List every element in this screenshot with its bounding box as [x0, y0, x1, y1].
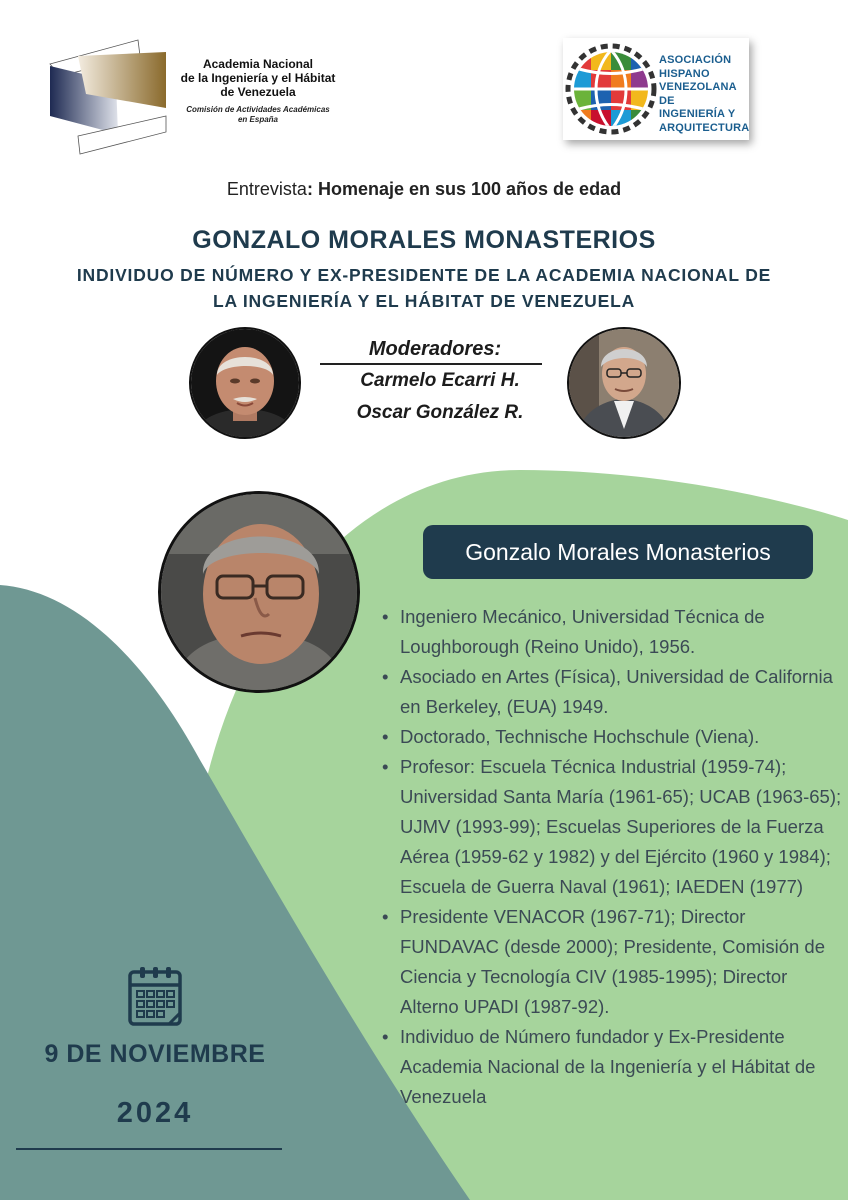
- event-year: 2024: [116, 1097, 194, 1129]
- moderator-portrait-gonzalez: [569, 329, 679, 437]
- honoree-role-line-2: LA INGENIERÍA Y EL HÁBITAT DE VENEZUELA: [212, 291, 636, 311]
- moderator-portrait-ecarri: [191, 329, 299, 437]
- moderator-photo-gonzalez: [567, 327, 681, 439]
- bio-item: • Asociado en Artes (Física), Universidad de California en Berkeley, (EUA) 1949.: [400, 662, 845, 722]
- moderators-label: Moderadores:: [368, 338, 502, 360]
- bio-item: • Doctorado, Technische Hochschule (Viena).: [400, 722, 845, 752]
- honoree-name-title: GONZALO MORALES MONASTERIOS: [192, 226, 656, 254]
- academia-line-1: Academia Nacional: [202, 57, 314, 71]
- bio-item: • Presidente VENACOR (1967-71); Director FUNDAVAC (desde 2000); Presidente, Comisión de Ciencia y Tecnología CIV (1985-1995); Director Alterno UPADI (1987-92).: [400, 902, 845, 1022]
- bio-item: • Profesor: Escuela Técnica Industrial (1959-74); Universidad Santa María (1961-65); UCAB (1963-65); UJMV (1993-99); Escuelas Superiores de la Fuerza Aérea (1959-62 y 1982) y del Ejército (1960 y 1984); Escuela de Guerra Naval (1961); IAEDEN (1977): [400, 752, 845, 902]
- academia-line-2: de la Ingeniería y el Hábitat: [180, 71, 336, 85]
- academia-line-3: de Venezuela: [220, 85, 296, 99]
- academia-logo-text: [168, 57, 348, 125]
- event-subtitle: [0, 179, 848, 200]
- asociacion-line-3: VENEZOLANA DE: [659, 81, 737, 107]
- bio-list: [380, 602, 845, 1112]
- event-date: 9 DE NOVIEMBRE: [44, 1040, 266, 1068]
- honoree-role-line-1: INDIVIDUO DE NÚMERO Y EX-PRESIDENTE DE LA ACADEMIA NACIONAL DE: [76, 265, 772, 285]
- commission-line-2: en España: [237, 115, 278, 124]
- bio-item: • Ingeniero Mecánico, Universidad Técnica de Loughborough (Reino Unido), 1956.: [400, 602, 845, 662]
- asociacion-logo: [563, 38, 749, 140]
- globe-gear-icon: [565, 42, 657, 136]
- bio-item: • Individuo de Número fundador y Ex-Presidente Academia Nacional de la Ingeniería y el Hábitat de Venezuela: [400, 1022, 845, 1112]
- asociacion-line-5: ARQUITECTURA: [659, 121, 750, 134]
- bio-heading: Gonzalo Morales Monasterios: [423, 525, 813, 579]
- asociacion-logo-text: [659, 54, 749, 135]
- event-type-prefix: Entrevista: [226, 179, 307, 199]
- commission-line-1: Comisión de Actividades Académicas: [186, 105, 330, 114]
- asociacion-line-2: HISPANO: [659, 67, 710, 80]
- honoree-photo: [158, 491, 360, 693]
- honoree-role: [20, 262, 828, 314]
- date-underline: [16, 1148, 282, 1150]
- event-type-title: : Homenaje en sus 100 años de edad: [306, 179, 622, 199]
- moderator-photo-ecarri: [189, 327, 301, 439]
- honoree-portrait: [161, 494, 357, 690]
- moderator-name-1: Carmelo Ecarri H.: [360, 370, 520, 391]
- moderators-divider: [320, 363, 542, 365]
- moderator-name-2: Oscar González R.: [356, 402, 524, 423]
- asociacion-line-1: ASOCIACIÓN: [659, 54, 732, 66]
- calendar-icon: [127, 965, 183, 1027]
- asociacion-line-4: INGENIERÍA Y: [659, 108, 736, 120]
